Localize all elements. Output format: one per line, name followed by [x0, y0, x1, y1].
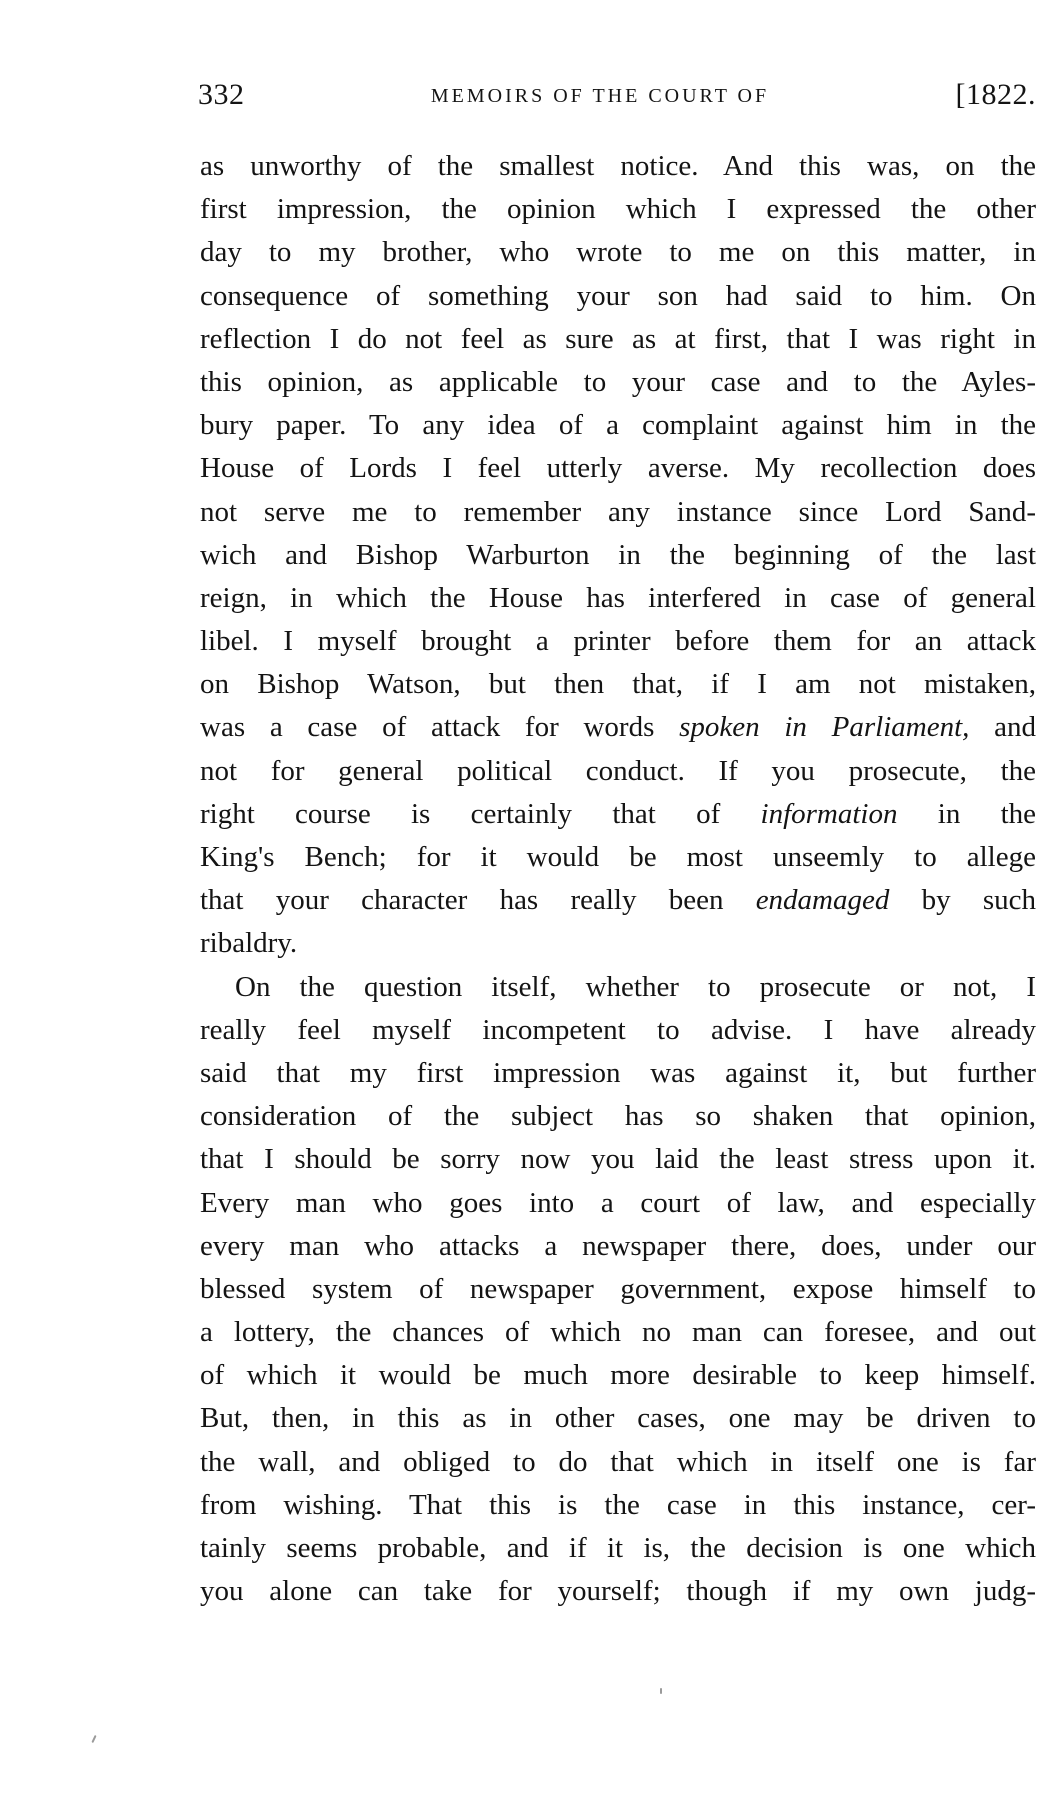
text-line: on Bishop Watson, but then that, if I am not mistaken, — [200, 668, 1036, 701]
text-line: reflection I do not feel as sure as at first, that I was right in — [200, 322, 1036, 355]
text-line — [200, 706, 1036, 749]
text-line: On the question itself, whether to prosecute or not, I — [235, 970, 1036, 1003]
text-line: But, then, in this as in other cases, one may be driven to — [200, 1402, 1036, 1435]
text-line: not serve me to remember any instance since Lord Sand- — [200, 495, 1036, 528]
text-line: that I should be sorry now you laid the least stress upon it. — [200, 1143, 1036, 1176]
text-line: blessed system of newspaper government, expose himself to — [200, 1272, 1036, 1305]
page-number: 332 — [198, 78, 245, 111]
text-line: this opinion, as applicable to your case and to the Ayles- — [200, 365, 1036, 398]
body-text — [200, 145, 1036, 1613]
text-line: consequence of something your son had said to him. On — [200, 279, 1036, 312]
paragraph-2 — [200, 966, 1036, 1614]
text-run: was a case of attack for words — [200, 711, 655, 744]
text-line — [200, 793, 1036, 836]
text-line: said that my first impression was against it, but further — [200, 1056, 1036, 1089]
text-line: King's Bench; for it would be most unseemly to allege — [200, 841, 1036, 873]
paragraph-1 — [200, 145, 1036, 966]
text-line: day to my brother, who wrote to me on this matter, in — [200, 236, 1036, 269]
scan-speck — [660, 1688, 662, 1694]
running-head — [198, 78, 1036, 122]
text-line: as unworthy of the smallest notice. And this was, on the — [200, 150, 1036, 182]
text-line: Every man who goes into a court of law, and especially — [200, 1186, 1036, 1219]
italic-word: information — [760, 797, 898, 830]
text-line — [200, 879, 1036, 922]
text-line: tainly seems probable, and if it is, the decision is one which — [200, 1532, 1036, 1564]
text-run: that your character has really been — [200, 884, 724, 917]
text-run: in the — [937, 797, 1037, 830]
scan-speck — [91, 1735, 96, 1743]
italic-word: endamaged — [755, 884, 890, 917]
text-line: the wall, and obliged to do that which in itself one is far — [200, 1445, 1036, 1478]
text-line: from wishing. That this is the case in this instance, cer- — [200, 1488, 1036, 1521]
text-line: bury paper. To any idea of a complaint against him in the — [200, 409, 1036, 442]
text-run: by such — [921, 884, 1036, 917]
text-run: right course is certainly that of — [200, 797, 721, 830]
text-line: every man who attacks a newspaper there, does, under our — [200, 1229, 1036, 1262]
text-line: libel. I myself brought a printer before them for an attack — [200, 625, 1036, 658]
text-line: a lottery, the chances of which no man can foresee, and out — [200, 1316, 1036, 1349]
text-line: House of Lords I feel utterly averse. My recollection does — [200, 452, 1036, 485]
text-line: not for general political conduct. If you prosecute, the — [200, 754, 1036, 787]
text-line: ribaldry. — [200, 927, 298, 960]
text-line: first impression, the opinion which I expressed the other — [200, 193, 1036, 226]
italic-phrase: spoken in Parliament, — [679, 711, 970, 744]
text-line: consideration of the subject has so shaken that opinion, — [200, 1100, 1036, 1133]
header-year: [1822. — [955, 78, 1036, 111]
text-run: and — [994, 711, 1036, 744]
text-line: of which it would be much more desirable to keep himself. — [200, 1359, 1036, 1392]
text-line: reign, in which the House has interfered in case of general — [200, 581, 1036, 614]
running-title: MEMOIRS OF THE COURT OF — [430, 85, 770, 107]
text-line: you alone can take for yourself; though if my own judg- — [200, 1575, 1036, 1608]
text-line: really feel myself incompetent to advise. I have already — [200, 1013, 1036, 1046]
text-line: wich and Bishop Warburton in the beginning of the last — [200, 538, 1036, 571]
